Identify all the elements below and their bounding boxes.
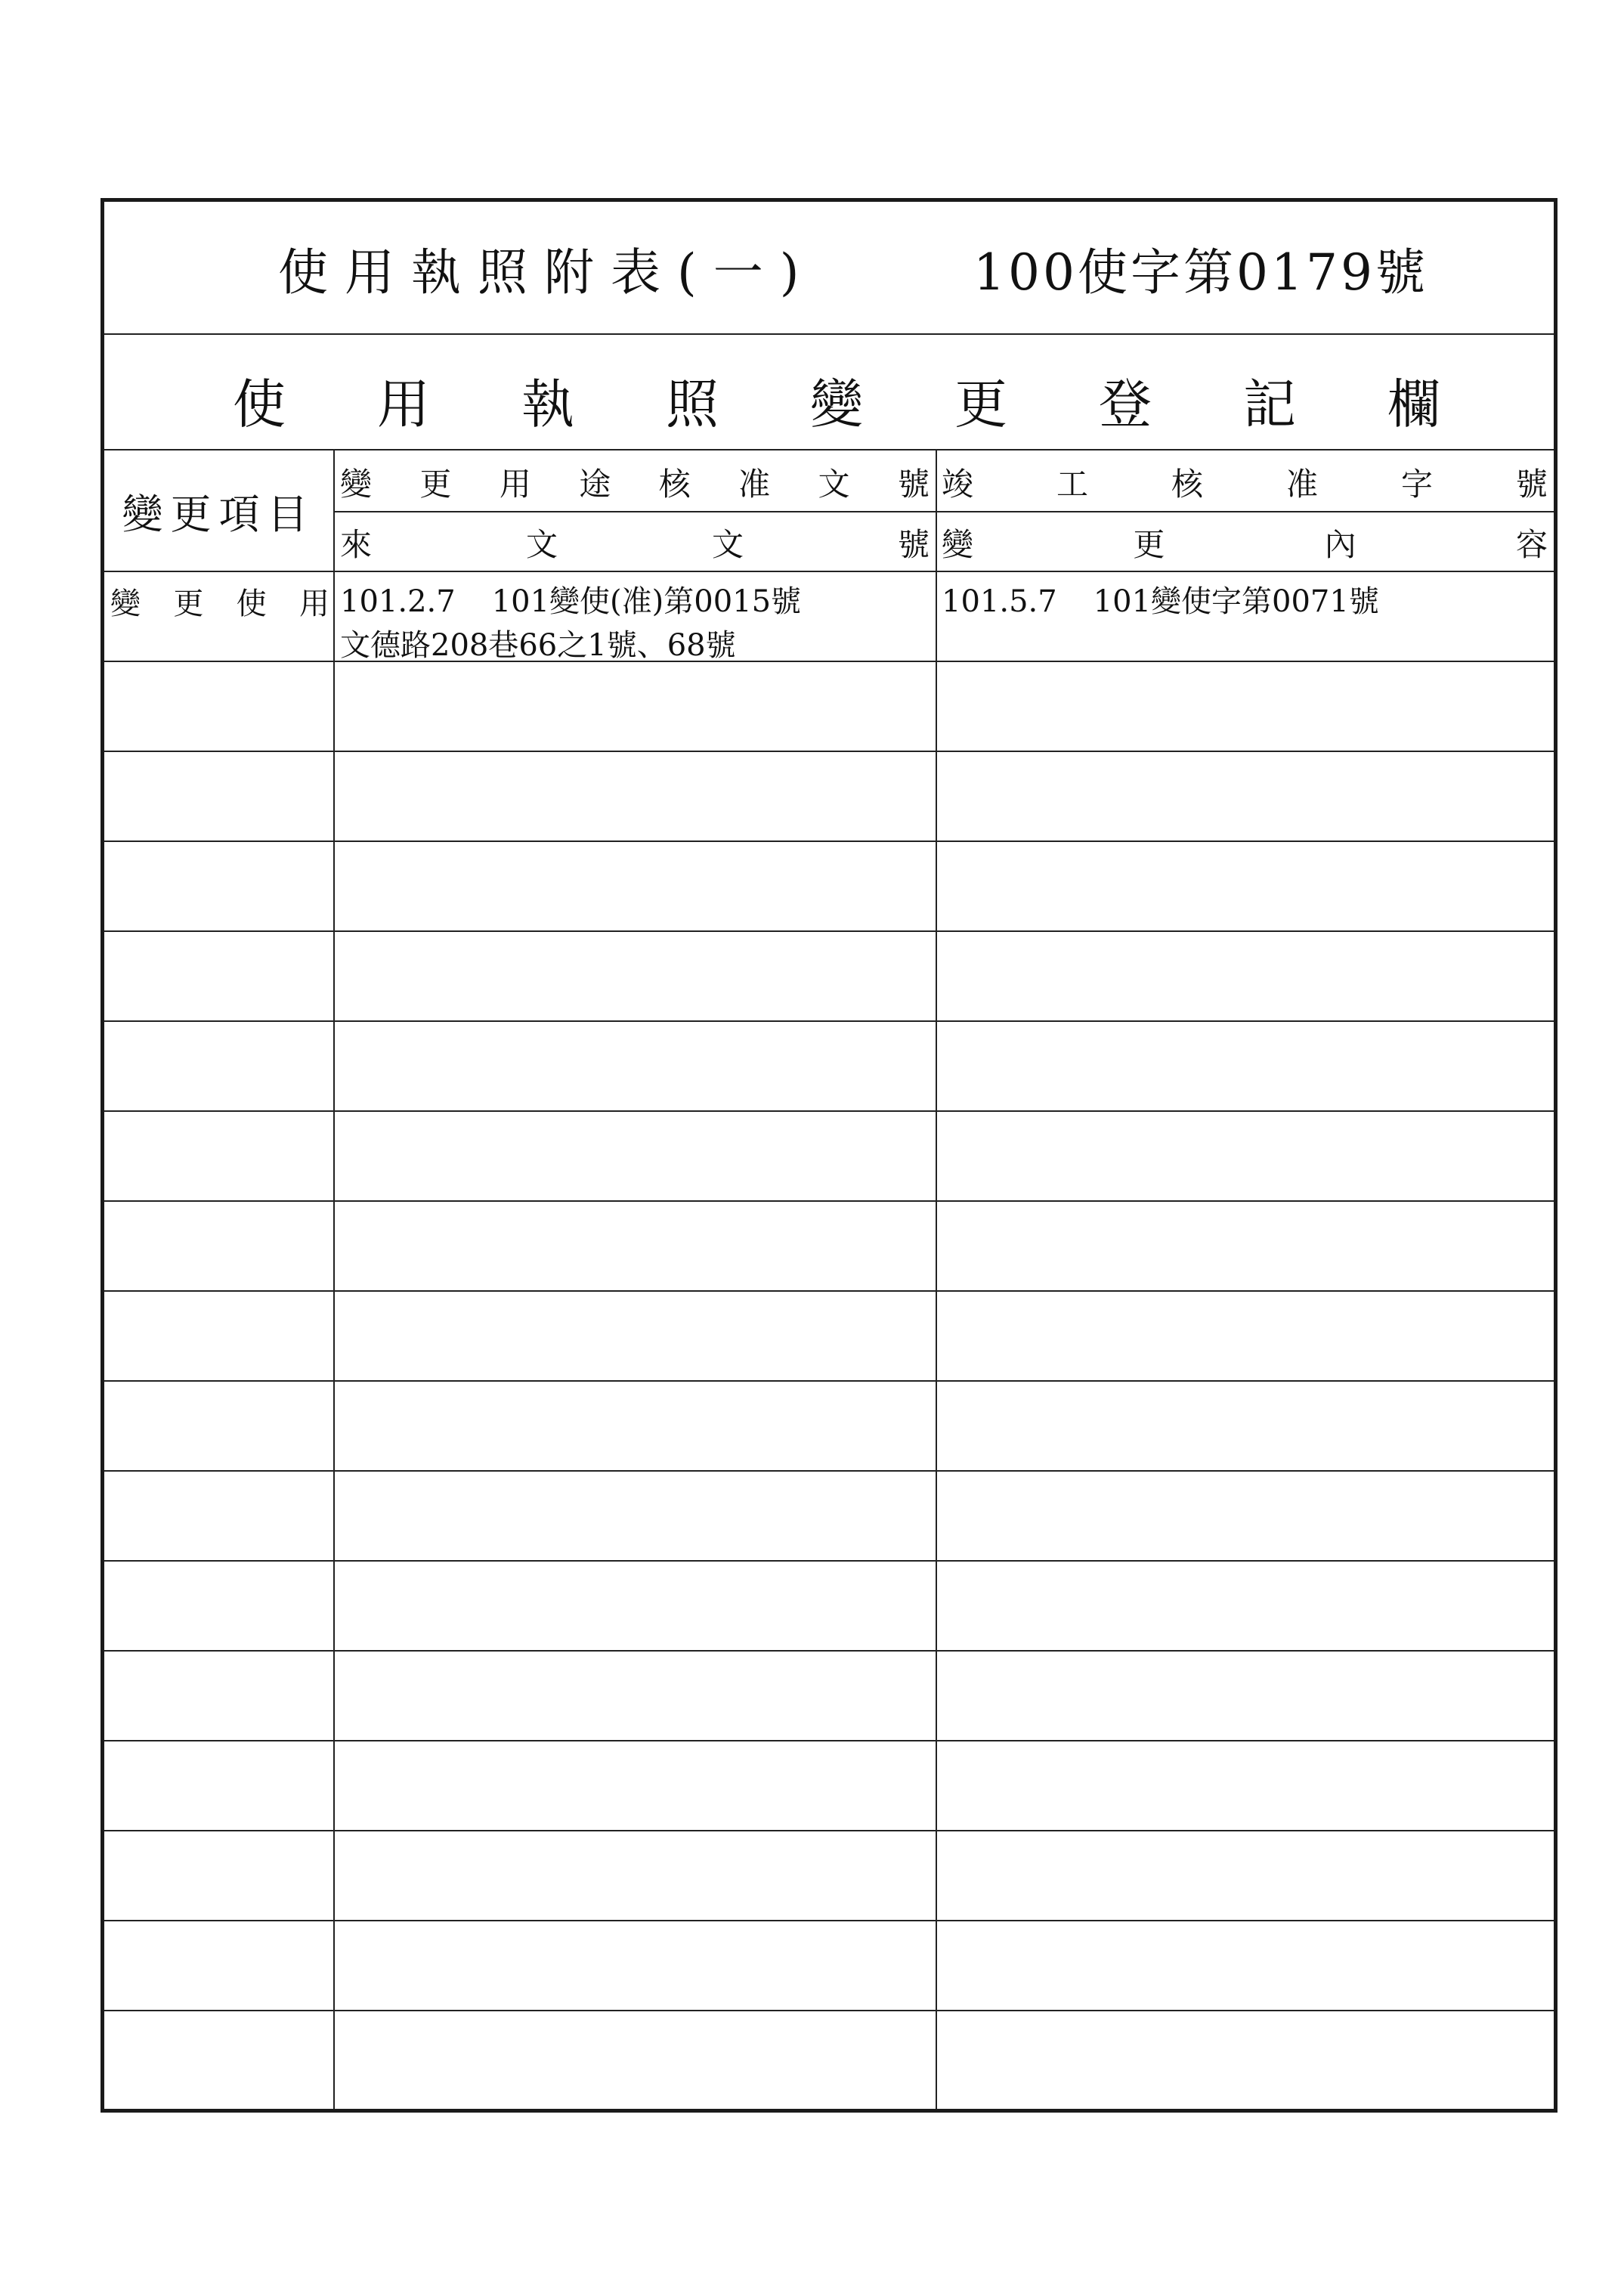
table-row xyxy=(104,842,1554,932)
completion-date: 101.5.7 xyxy=(942,584,1057,619)
table-row xyxy=(104,1202,1554,1292)
change-item-char: 更 xyxy=(173,587,204,621)
header-char: 工 xyxy=(1056,466,1088,503)
section-title-char: 照 xyxy=(666,373,719,435)
header-char: 准 xyxy=(1285,466,1318,503)
table-row xyxy=(104,752,1554,842)
completion-number: 101變使字第0071號 xyxy=(1093,584,1379,619)
table-row xyxy=(104,2011,1554,2101)
table-row xyxy=(104,932,1554,1022)
header-change-content xyxy=(942,520,1548,565)
approval-date: 101.2.7 xyxy=(340,584,456,619)
registration-form xyxy=(101,198,1557,2113)
table-row xyxy=(104,572,1554,662)
table-row xyxy=(104,1112,1554,1202)
section-title-char: 登 xyxy=(1099,373,1152,435)
header-char: 文 xyxy=(525,526,558,563)
change-item-char: 變 xyxy=(110,587,141,621)
section-title-char: 使 xyxy=(233,373,286,435)
license-number: 100使字第0179號 xyxy=(973,243,1428,302)
section-title-char: 用 xyxy=(377,373,430,435)
table-row xyxy=(104,1382,1554,1472)
header-divider xyxy=(333,511,1554,512)
address-text: 文德路208巷66之1號、68號 xyxy=(340,628,736,663)
header-completion-no xyxy=(942,460,1548,505)
header-char: 文 xyxy=(818,466,850,503)
completion-cell xyxy=(942,580,1546,624)
header-char: 容 xyxy=(1515,526,1548,563)
header-incoming-doc-no xyxy=(340,520,930,565)
header-char: 號 xyxy=(1515,466,1548,503)
table-row xyxy=(104,1921,1554,2011)
form-title-row xyxy=(104,202,1554,335)
approval-doc-cell xyxy=(340,580,930,667)
table-row xyxy=(104,1292,1554,1382)
table-row xyxy=(104,1472,1554,1562)
change-item-char: 使 xyxy=(236,587,267,621)
table-row xyxy=(104,1562,1554,1652)
section-title-char: 記 xyxy=(1243,373,1296,435)
section-title-char: 更 xyxy=(954,373,1007,435)
header-change-item: 變更項目 xyxy=(122,491,316,538)
header-char: 准 xyxy=(738,466,771,503)
table-row xyxy=(104,1831,1554,1921)
header-char: 更 xyxy=(419,466,452,503)
header-char: 內 xyxy=(1324,526,1356,563)
form-title: 使用執照附表(一) xyxy=(278,243,816,302)
header-char: 更 xyxy=(1133,526,1165,563)
header-char: 核 xyxy=(658,466,691,503)
section-title-char: 執 xyxy=(521,373,574,435)
header-approval-doc-no xyxy=(340,460,930,505)
section-title-row xyxy=(104,335,1554,450)
header-char: 核 xyxy=(1171,466,1203,503)
header-char: 字 xyxy=(1400,466,1433,503)
section-title-char: 欄 xyxy=(1387,373,1440,435)
table-row xyxy=(104,1022,1554,1112)
header-char: 號 xyxy=(897,526,930,563)
header-char: 途 xyxy=(579,466,611,503)
header-char: 文 xyxy=(711,526,744,563)
table-row xyxy=(104,662,1554,752)
change-item-cell xyxy=(110,580,329,623)
table-row xyxy=(104,1741,1554,1831)
header-char: 來 xyxy=(340,526,373,563)
section-title xyxy=(233,362,1440,438)
table-row xyxy=(104,1652,1554,1741)
header-char: 用 xyxy=(499,466,531,503)
change-item-char: 用 xyxy=(299,587,329,621)
table-header xyxy=(104,450,1554,572)
section-title-char: 變 xyxy=(810,373,863,435)
header-char: 竣 xyxy=(942,466,974,503)
header-char: 號 xyxy=(897,466,930,503)
header-char: 變 xyxy=(340,466,373,503)
approval-doc-number: 101變使(准)第0015號 xyxy=(491,584,802,619)
header-char: 變 xyxy=(942,526,974,563)
